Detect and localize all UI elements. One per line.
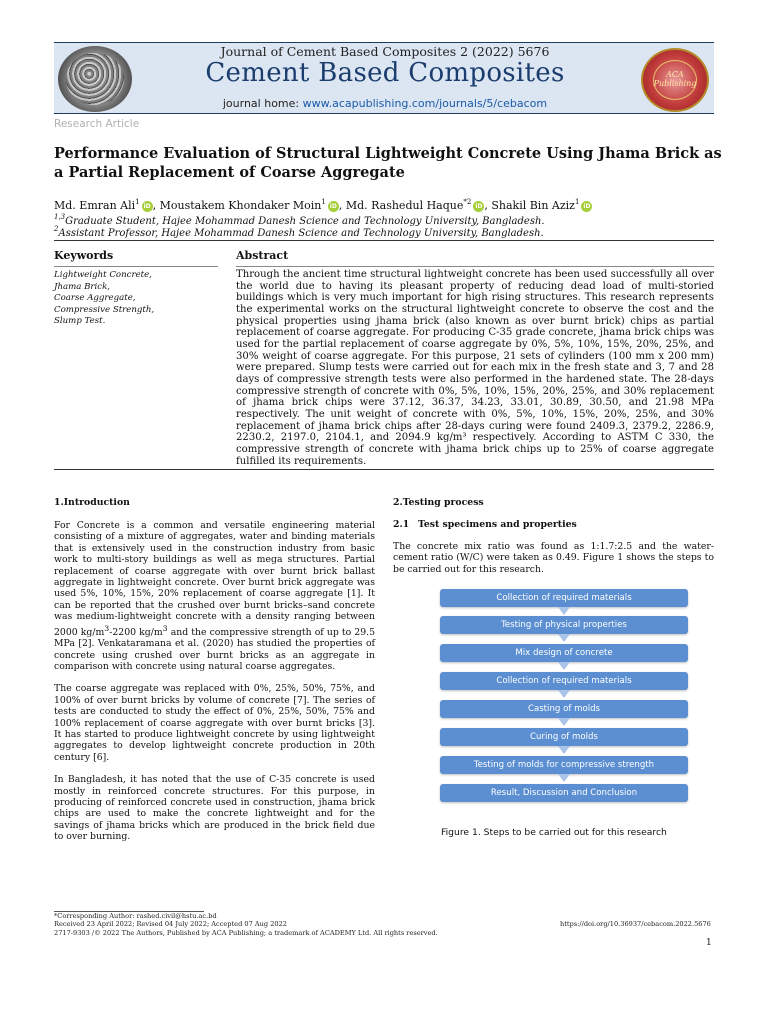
introduction-body <box>54 520 375 854</box>
publisher-seal-inner <box>653 60 697 100</box>
flow-step: Testing of physical properties <box>440 616 688 634</box>
paper-title: Performance Evaluation of Structural Lightweight Concrete Using Jhama Brick as a Partial Replacement of Coarse Aggregate <box>54 145 722 181</box>
testing-heading: 2.Testing process <box>393 497 484 508</box>
keyword-item: Slump Test. <box>54 316 106 326</box>
journal-citation-line: Journal of Cement Based Composites 2 (2022) 5676 <box>220 44 550 59</box>
author-name: Md. Rashedul Haque <box>345 199 464 212</box>
flow-step: Curing of molds <box>440 728 688 746</box>
section-divider <box>54 240 714 241</box>
publisher-seal-subtext: Publishing <box>653 79 697 88</box>
flow-arrow-icon <box>558 607 570 615</box>
author-name: Moustakem Khondaker Moin <box>159 199 322 212</box>
figure-caption: Figure 1. Steps to be carried out for this research <box>441 827 667 838</box>
flowchart-figure <box>424 586 702 808</box>
flow-arrow-icon <box>558 662 570 670</box>
intro-paragraph-2: The coarse aggregate was replaced with 0%, 25%, 50%, 75%, and 100% of over burnt bricks by volume of concrete [7]. The series of tests are conducted to study the effect of 0%, 25%, 50%, 75% and 100% replacement of coarse aggregate with over burnt bricks [3]. It has started to produce lightweight concrete by using lightweight aggregates to develop lightweight concrete production in 20th century [6]. <box>54 683 375 763</box>
author-sup: *2 <box>463 198 472 206</box>
intro-paragraph-1 <box>54 520 375 672</box>
keyword-item: Coarse Aggregate, <box>54 293 136 303</box>
intro-p1-sup: 3 <box>104 623 110 633</box>
author-separator: , <box>338 199 343 212</box>
author-name: Shakil Bin Aziz <box>491 199 575 212</box>
author-separator: , <box>484 199 488 212</box>
abstract-bottom-rule <box>54 469 714 470</box>
corresponding-author: *Corresponding Author: rashed.civil@hstu.ac.bd <box>54 912 217 920</box>
received-dates: Received 23 April 2022; Revised 04 July 2022; Accepted 07 Aug 2022 <box>54 920 287 928</box>
page-number: 1 <box>706 938 712 948</box>
keywords-underline <box>54 266 218 267</box>
journal-cover-logo <box>58 46 132 112</box>
journal-title: Cement Based Composites <box>205 58 565 88</box>
flow-step: Mix design of concrete <box>440 644 688 662</box>
keyword-item: Compressive Strength, <box>54 304 155 315</box>
journal-home-label: journal home: <box>222 97 303 110</box>
affiliation-sup: 2 <box>54 225 59 233</box>
author-sup: 1 <box>574 198 580 206</box>
affiliation-text: Assistant Professor, Hajee Mohammad Danesh Science and Technology University, Bangladesh. <box>58 228 544 239</box>
testing-paragraph: The concrete mix ratio was found as 1:1.7:2.5 and the water-cement ratio (W/C) were taken as 0.49. Figure 1 shows the steps to be carried out for this research. <box>393 541 714 575</box>
flow-step: Collection of required materials <box>440 589 688 607</box>
intro-p1-part-b: -2200 kg/m <box>109 626 163 638</box>
subsection-number: 2.1 <box>393 519 410 530</box>
abstract-heading: Abstract <box>236 249 289 262</box>
orcid-icon[interactable]: iD <box>143 203 151 210</box>
keywords-list <box>54 270 214 328</box>
flow-arrow-icon <box>558 746 570 754</box>
author-list <box>54 198 724 212</box>
intro-p1-part-a: For Concrete is a common and versatile engineering material consisting of a mixture of aggregates, water and binding materials that is extensively used in the construction industry from basic work to multi-story buildings as well as mega structures. Partial replacement of coarse aggregate with over burnt brick ballast aggregate in lightweight concrete. Over burnt brick aggregate was used 5%, 10%, 15%, 20% replacement of coarse aggregate [1]. It can be reported that the crushed over burnt bricks–sand concrete was medium-lightweight concrete with a density ranging between 2000 kg/m <box>54 520 375 638</box>
keywords-heading: Keywords <box>54 249 114 262</box>
flow-step: Casting of molds <box>440 700 688 718</box>
doi-link[interactable]: https://doi.org/10.36937/cebacom.2022.5676 <box>560 920 711 928</box>
journal-home-link[interactable]: www.acapublishing.com/journals/5/cebacom <box>302 97 548 110</box>
journal-home-line <box>150 97 620 110</box>
subsection-heading: Test specimens and properties <box>418 519 577 530</box>
author-name: Md. Emran Ali <box>54 199 136 212</box>
intro-p1-part-c: and the compressive strength of up to 29.5 MPa [2]. Venkataramana et al. (2020) has studied the properties of concrete using crushed over burnt bricks as an aggregate in comparison with concrete using natural coarse aggregates. <box>54 626 375 672</box>
flow-arrow-icon <box>558 690 570 698</box>
orcid-icon[interactable]: iD <box>329 203 337 210</box>
abstract-underline <box>236 266 714 267</box>
flow-arrow-icon <box>558 718 570 726</box>
publisher-seal-logo <box>641 48 709 112</box>
author-sup: 1 <box>135 198 140 206</box>
intro-p1-sup: 3 <box>162 623 168 633</box>
orcid-icon[interactable]: iD <box>583 203 591 210</box>
affiliation-sup: 1,3 <box>54 213 66 221</box>
publisher-seal-text: ACA <box>666 70 684 80</box>
abstract-text: Through the ancient time structural lightweight concrete has been used successfully all over the world due to having its pleasant property of reducing dead load of multi-storied buildings which is very much important for high rising structures. This research represents the experimental works on the structural lightweight concrete to observe the cost and the physical properties using jhama brick (also known as over burnt brick) chips as partial replacement of coarse aggregate. For producing C-35 grade concrete, jhama brick chips was used for the partial replacement of coarse aggregate by 0%, 5%, 10%, 15%, 20%, 25%, and 30% weight of coarse aggregate. For this purpose, 21 sets of cylinders (100 mm x 200 mm) were prepared. Slump tests were carried out for each mix in the fresh state and 3, 7 and 28 days of compressive strength tests were also performed in the hardened state. The 28-days compressive strength of concrete with 0%, 5%, 10%, 15%, 20%, 25%, and 30% replacement of jhama brick chips were 37.12, 36.37, 34.23, 33.01, 30.89, 30.50, and 21.98 MPa respectively. The unit weight of concrete with 0%, 5%, 10%, 15%, 20%, 25%, and 30% replacement of jhama brick chips after 28-days curing were found 2409.3, 2379.2, 2286.9, 2230.2, 2197.0, 2104.1, and 2094.9 kg/m³ respectively. According to ASTM C 330, the compressive strength of concrete with jhama brick chips up to 25% of coarse aggregate fulfilled its requirements. <box>236 269 714 467</box>
keyword-item: Jhama Brick, <box>54 281 111 292</box>
article-type-label: Research Article <box>54 118 140 130</box>
keyword-item: Lightweight Concrete, <box>54 270 152 280</box>
flow-step: Collection of required materials <box>440 672 688 690</box>
intro-paragraph-3: In Bangladesh, it has noted that the use of C-35 concrete is used mostly in reinforced concrete structures. For this purpose, in producing of reinforced concrete used in construction, jhama brick chips are used to make the concrete lightweight and for the savings of jhama bricks which are produced in the brick field due to over burning. <box>54 774 375 843</box>
author-separator: , <box>152 199 157 212</box>
flow-arrow-icon <box>558 634 570 642</box>
affiliation-text: Graduate Student, Hajee Mohammad Danesh Science and Technology University, Bangladesh. <box>65 216 545 227</box>
author-sup: 1 <box>321 198 326 206</box>
flow-arrow-icon <box>558 774 570 782</box>
orcid-icon[interactable]: iD <box>475 203 483 210</box>
affiliation-2 <box>54 225 724 239</box>
introduction-heading: 1.Introduction <box>54 497 130 508</box>
flow-step: Result, Discussion and Conclusion <box>440 784 688 802</box>
copyright-line: 2717-9303 /© 2022 The Authors, Published by ACA Publishing; a trademark of ACADEMY Ltd. All rights reserved. <box>54 929 438 937</box>
flow-step: Testing of molds for compressive strength <box>440 756 688 774</box>
